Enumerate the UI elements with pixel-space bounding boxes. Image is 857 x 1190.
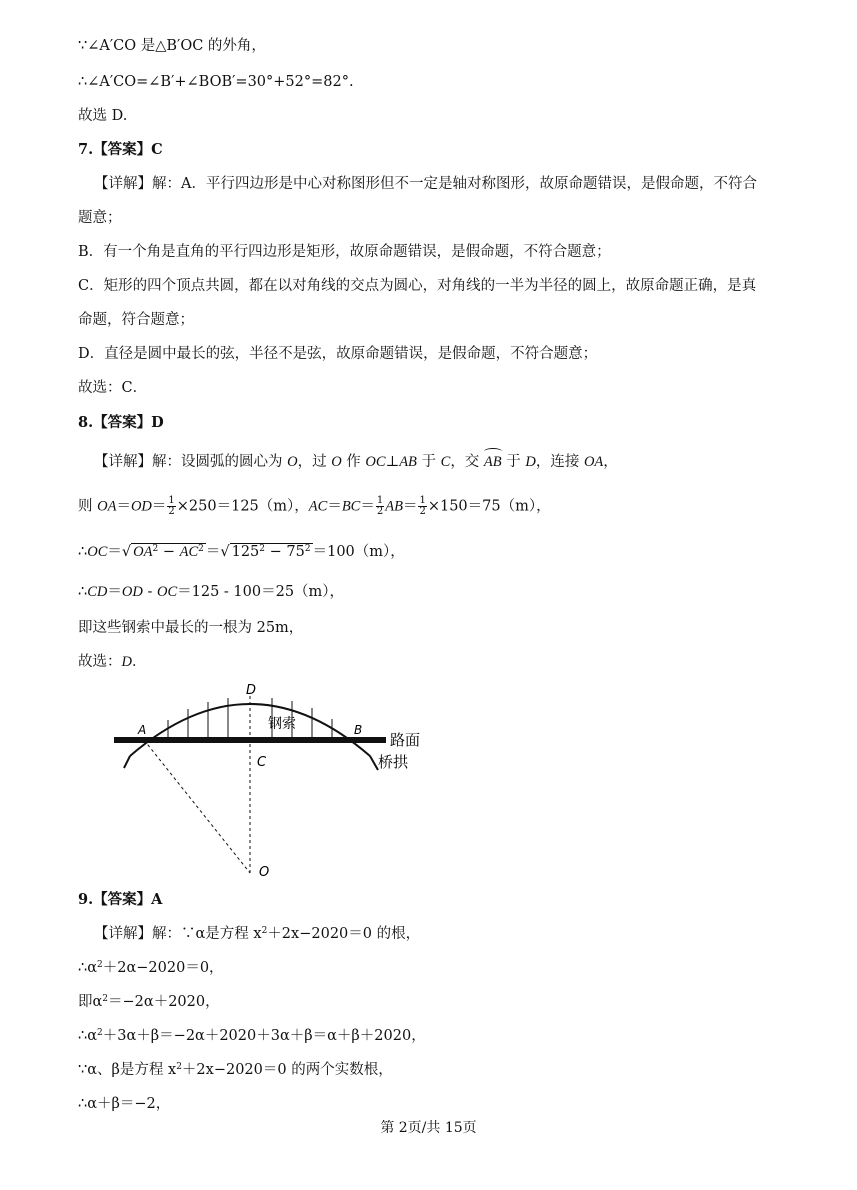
text-line: 题意； bbox=[78, 210, 122, 226]
text-line: $\therefore\alpha^2+3\alpha+\beta=-2\alpha+2020+3\alpha+\beta=\alpha+\beta+2020$， bbox=[78, 1028, 426, 1044]
text-line: 即$\alpha^2=-2\alpha+2020$， bbox=[78, 994, 220, 1010]
text-line: 【详解】解：设圆弧的圆心为 O，过 O 作 OC⊥AB 于 C，交 AB 于 D，连接 OA， bbox=[94, 454, 618, 470]
text-line: 则 OA＝OD＝ $\frac{1}{2}$ ×250＝125（m），AC＝BC＝ $\frac{1}{2}$ AB＝ $\frac{1}{2}$ ×150＝75（m）， bbox=[78, 495, 551, 517]
answer-heading-7: 7.【答案】C bbox=[78, 141, 163, 158]
label-road: 路面 bbox=[390, 731, 421, 749]
text-line: B．有一个角是直角的平行四边形是矩形，故原命题错误，是假命题，不符合题意； bbox=[78, 244, 611, 260]
label-arch: 桥拱 bbox=[378, 753, 409, 771]
answer-heading-9: 9.【答案】A bbox=[78, 891, 163, 908]
text-line: 命题，符合题意； bbox=[78, 312, 194, 328]
text-line: ∴∠A′CO=∠B′+∠BOB′=30°+52°=82°. bbox=[78, 74, 354, 90]
dashed-ao bbox=[144, 740, 250, 873]
label-b: B bbox=[354, 723, 363, 737]
text-line: ∴α＋β＝−2， bbox=[78, 1096, 171, 1112]
label-a: A bbox=[138, 723, 147, 737]
fraction: $\frac{1}{2}$ bbox=[419, 495, 426, 517]
text-line: ∵α、β是方程 $x^2+2x-2020=0$ 的两个实数根， bbox=[78, 1062, 393, 1078]
fraction: $\frac{1}{2}$ bbox=[376, 495, 384, 517]
text-line: ∵∠A′CO 是△B′OC 的外角， bbox=[78, 38, 266, 54]
label-cable: 钢索 bbox=[268, 716, 296, 732]
text-line: 故选 D. bbox=[78, 108, 128, 124]
text-line: ∴CD＝OD - OC＝125 - 100＝25（m）， bbox=[78, 584, 345, 600]
text-line: 故选：C． bbox=[78, 380, 148, 396]
label-c: C bbox=[257, 755, 267, 770]
text-line: $\therefore\alpha^2+2\alpha-2020=0$， bbox=[78, 960, 224, 976]
text-line: C．矩形的四个顶点共圆，都在以对角线的交点为圆心，对角线的一半为半径的圆上，故原命题正确，是真 bbox=[78, 278, 757, 294]
square-root: $125^2 - 75^2$ bbox=[231, 544, 311, 560]
bridge-arch-figure bbox=[100, 678, 440, 883]
text-line: ∴OC＝√ $OA^2 - AC^2$ ＝√ $125^2 - 75^2 =100(m)$， bbox=[78, 544, 405, 560]
text-line: 【详解】解：∵α是方程 $x^2+2x-2020=0$ 的根， bbox=[94, 926, 421, 942]
text-line: 【详解】解：A．平行四边形是中心对称图形但不一定是轴对称图形，故原命题错误，是假命题，不符合 bbox=[94, 176, 757, 192]
arch-curve bbox=[130, 704, 370, 756]
arch-end-right bbox=[370, 756, 378, 770]
text-line: 即这些钢索中最长的一根为 25m， bbox=[78, 620, 304, 636]
label-d: D bbox=[246, 683, 257, 698]
text-line: D．直径是圆中最长的弦，半径不是弦，故原命题错误，是假命题，不符合题意； bbox=[78, 346, 598, 362]
fraction: $\frac{1}{2}$ bbox=[168, 495, 175, 517]
label-o: O bbox=[259, 865, 270, 880]
answer-heading-8: 8.【答案】D bbox=[78, 414, 164, 431]
arch-end-left bbox=[124, 756, 130, 768]
square-root: $OA^2 - AC^2$ bbox=[133, 544, 204, 560]
page-footer: 第 2页/共 15页 bbox=[380, 1120, 477, 1136]
text-line: 故选：D． bbox=[78, 654, 147, 670]
